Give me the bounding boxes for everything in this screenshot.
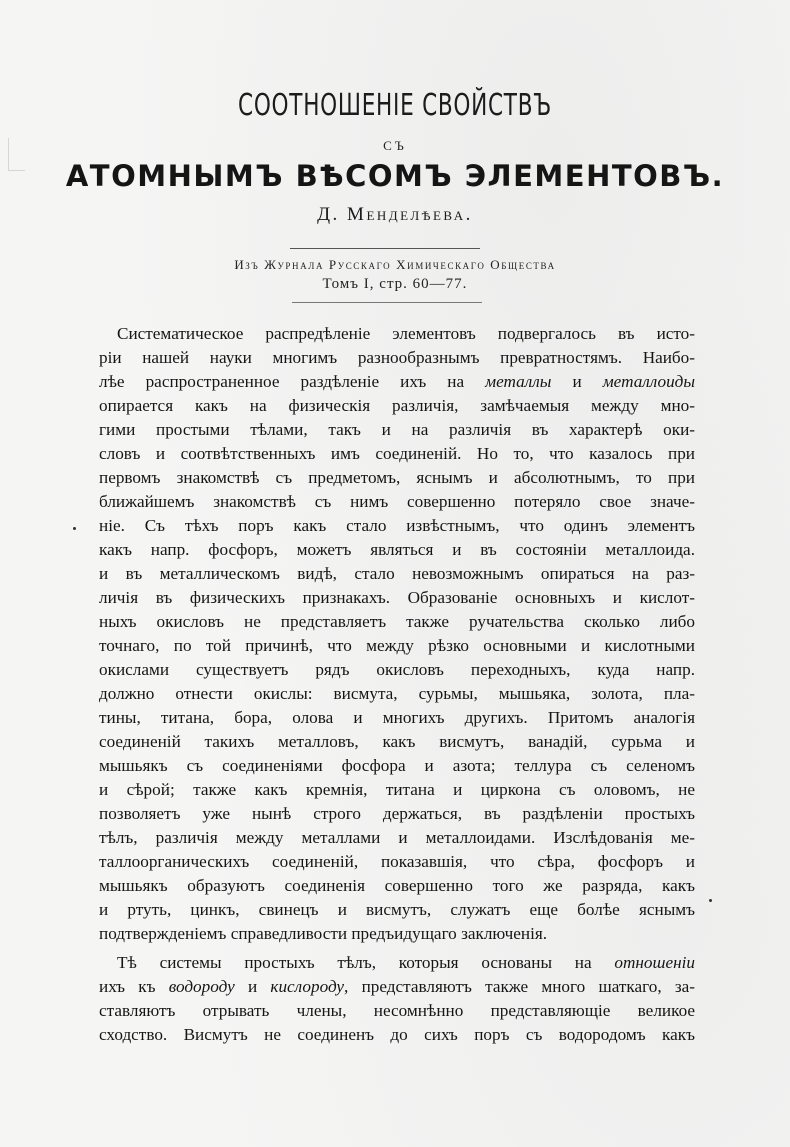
text-fragment: и <box>247 977 258 996</box>
text-line: словъ и соотвѣтственныхъ имъ соединеній. Но то, что казалось при <box>99 444 695 463</box>
text-line: гими простыми тѣлами, такъ и на различія въ характерѣ оки- <box>99 420 695 439</box>
text-line: Систематическое распредѣленіе элементовъ подвергалось въ исто- <box>117 324 695 343</box>
text-line: и сѣрой; также какъ кремнія, титана и циркона съ оловомъ, не <box>99 780 695 799</box>
text-line: мышьякъ образуютъ соединенія совершенно того же разряда, какъ <box>99 876 695 895</box>
text-fragment: лѣе распространенное раздѣленіе ихъ на <box>99 372 465 391</box>
text-line: позволяетъ уже нынѣ строго держаться, въ раздѣленіи простыхъ <box>99 804 695 823</box>
text-line: ріи нашей науки многимъ разнообразнымъ превратностямъ. Наибо- <box>99 348 695 367</box>
text-line: ставляютъ отрывать члены, несомнѣнно представляющіе великое <box>99 1001 695 1020</box>
text-line: тѣлъ, различія между металлами и металлоидами. Изслѣдованія ме- <box>99 828 695 847</box>
text-line: соединеній такихъ металловъ, какъ висмутъ, ванадій, сурьма и <box>99 732 695 751</box>
italic-term-metalloids: металлоиды <box>602 372 696 391</box>
print-speck <box>709 899 712 902</box>
text-line: таллоорганическихъ соединеній, показавшія, что сѣра, фосфоръ и <box>99 852 695 871</box>
title-line-2: АТОМНЫМЪ ВѢСОМЪ ЭЛЕМЕНТОВЪ. <box>65 159 725 193</box>
text-line: мышьякъ съ соединеніями фосфора и азота; теллура съ селеномъ <box>99 756 695 775</box>
text-fragment: и <box>572 372 582 391</box>
text-line: ніе. Съ тѣхъ поръ какъ стало извѣстнымъ, что одинъ элементъ <box>99 516 695 535</box>
italic-term-metals: металлы <box>485 372 552 391</box>
text-fragment: , представляютъ также много шаткаго, за- <box>344 977 696 996</box>
text-fragment: ихъ къ <box>99 977 156 996</box>
text-line: какъ напр. фосфоръ, можетъ являться и въ состояніи металлоида. <box>99 540 695 559</box>
divider-rule-top <box>290 248 480 249</box>
title-line-1: СООТНОШЕНІЕ СВОЙСТВЪ <box>238 88 552 123</box>
text-line: ближайшемъ знакомствѣ съ нимъ совершенно потеряло свое значе- <box>99 492 695 511</box>
text-line: тины, титана, бора, олова и многихъ другихъ. Притомъ аналогія <box>99 708 695 727</box>
author-text: Д. Менделѣева. <box>317 204 473 225</box>
text-line <box>99 370 695 394</box>
text-line <box>99 951 695 975</box>
paragraph-2 <box>99 951 695 1047</box>
text-line: первомъ знакомствѣ съ предметомъ, яснымъ и абсолютнымъ, то при <box>99 468 695 487</box>
text-line: ныхъ окисловъ не представляетъ также ручательства сколько либо <box>99 612 695 631</box>
text-fragment: Тѣ системы простыхъ тѣлъ, которыя основаны на <box>117 953 592 972</box>
author-name <box>0 204 790 226</box>
text-line: должно отнести окислы: висмута, сурьмы, мышьяка, золота, пла- <box>99 684 695 703</box>
text-line: окислами существуетъ рядъ окисловъ переходныхъ, куда напр. <box>99 660 695 679</box>
title-conjunction: СЪ <box>383 138 407 153</box>
paragraph-1 <box>99 322 695 946</box>
divider-rule-bottom <box>292 302 482 303</box>
italic-term-hydrogen: водороду <box>168 977 235 996</box>
text-line: точнаго, по той причинѣ, что между рѣзко основными и кислотными <box>99 636 695 655</box>
source-volume-pages: Томъ I, стр. 60—77. <box>322 276 468 292</box>
text-line: и въ металлическомъ видѣ, стало невозможнымъ опираться на раз- <box>99 564 695 583</box>
text-line: подтвержденіемъ справедливости предъидущаго заключенія. <box>99 924 548 943</box>
italic-term-relation: отношеніи <box>614 953 696 972</box>
text-line: личія въ физическихъ признакахъ. Образованіе основныхъ и кислот- <box>99 588 695 607</box>
source-journal: Изъ Журнала Русскаго Химическаго Общества <box>234 257 556 272</box>
text-line: опирается какъ на физическія различія, замѣчаемыя между мно- <box>99 396 695 415</box>
print-speck <box>73 527 76 530</box>
text-line <box>99 975 695 999</box>
italic-term-oxygen: кислороду <box>270 977 345 996</box>
text-line: и ртуть, цинкъ, свинецъ и висмутъ, служатъ еще болѣе яснымъ <box>99 900 695 919</box>
text-line: сходство. Висмутъ не соединенъ до сихъ поръ съ водородомъ какъ <box>99 1025 695 1044</box>
body-text <box>99 322 695 1047</box>
